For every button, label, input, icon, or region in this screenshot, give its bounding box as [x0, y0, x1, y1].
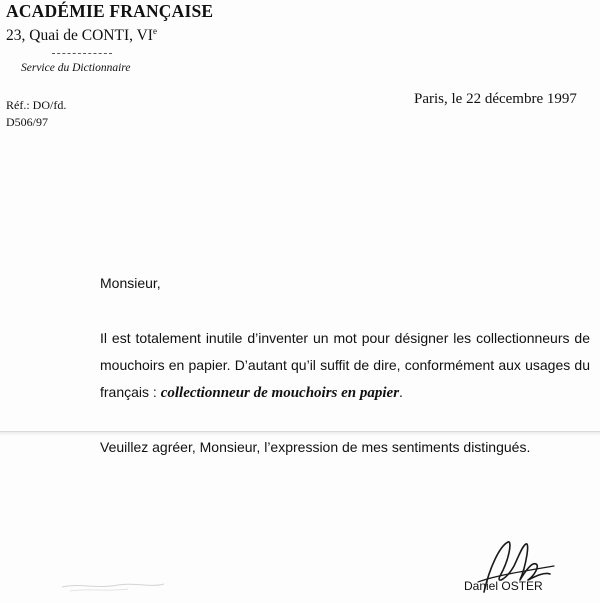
body-text: Il est totalement inutile d’inventer un mot pour désigner les collectionneurs de mouchoirs en papier. D’autant qu’il suffit de dire, conformément aux usages du français : [100, 330, 590, 400]
faint-stamp-mark [58, 575, 168, 595]
letterhead-divider [52, 53, 112, 54]
closing-formula: Veuillez agréer, Monsieur, l’expression de mes sentiments distingués. [100, 439, 531, 455]
reference-line-1: Réf.: DO/fd. [6, 98, 67, 112]
reference-block [6, 97, 66, 131]
signer-name: Daniel OSTER [464, 579, 543, 593]
service-name: Service du Dictionnaire [21, 62, 131, 74]
address-suffix: e [152, 26, 157, 36]
fold-shadow [0, 432, 600, 436]
letter-date: Paris, le 22 décembre 1997 [414, 91, 577, 107]
body-end: . [399, 384, 403, 400]
body-paragraph [100, 325, 590, 407]
reference-line-2: D506/97 [6, 115, 48, 129]
body-emphasis: collectionneur de mouchoirs en papier [160, 385, 400, 401]
institution-name: ACADÉMIE FRANÇAISE [6, 1, 214, 21]
institution-address [6, 26, 157, 45]
address-text: 23, Quai de CONTI, VI [6, 27, 153, 44]
salutation: Monsieur, [100, 275, 161, 291]
